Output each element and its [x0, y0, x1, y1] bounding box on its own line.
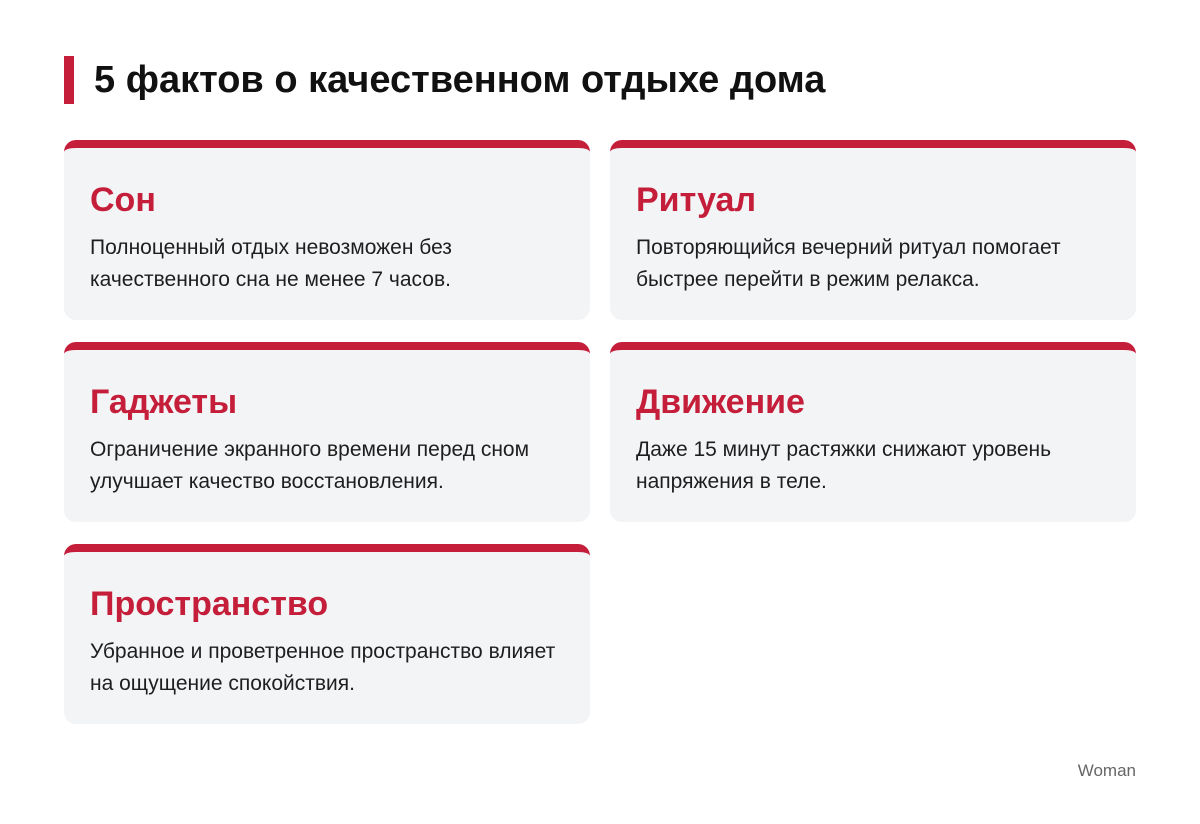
title-accent-bar [64, 56, 74, 104]
fact-card-space [64, 544, 590, 724]
source-label: Woman [1077, 761, 1136, 780]
fact-card-title: Движение [636, 383, 805, 421]
fact-card-text: Даже 15 минут растяжки снижают уровень напряжения в теле. [636, 438, 1052, 493]
fact-card-gadgets [64, 342, 590, 522]
fact-card-title: Пространство [90, 585, 329, 623]
fact-card-text: Убранное и проветренное пространство влияет на ощущение спокойствия. [90, 640, 556, 695]
fact-card-ritual [610, 140, 1136, 320]
fact-card-title: Ритуал [636, 181, 757, 219]
fact-card-title: Гаджеты [90, 383, 238, 421]
fact-card-sleep [64, 140, 590, 320]
fact-card-title: Сон [90, 181, 156, 219]
fact-card-text: Полноценный отдых невозможен без качественного сна не менее 7 часов. [90, 236, 452, 291]
fact-card-movement [610, 342, 1136, 522]
facts-grid [64, 140, 1136, 724]
fact-card-text: Ограничение экранного времени перед сном улучшает качество восстановления. [90, 438, 530, 493]
fact-card-text: Повторяющийся вечерний ритуал помогает быстрее перейти в режим релакса. [636, 236, 1061, 291]
header [64, 56, 825, 104]
page-title: 5 фактов о качественном отдыхе дома [94, 59, 826, 101]
